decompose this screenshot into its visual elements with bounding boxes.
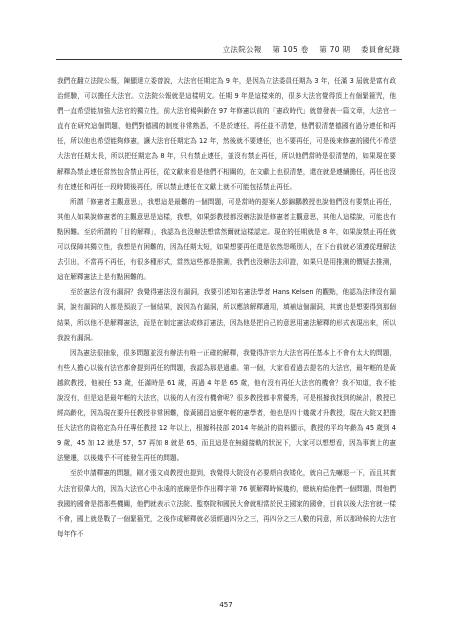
running-header — [223, 44, 400, 55]
transcript-body — [57, 74, 396, 542]
paragraph: 至於申請釋憲的問題，剛才張文貞教授也提到，我覺得大院沒有必要煩自我矮化，就自己先嚇退一下，而且其實大法官很偉大的，因為大法官心中永遠的底線是作作出釋字第 76 號解釋時候幾約，總統府給他們一個問題，問他們我國的國會是指那些機關，他們就表示立法院、監察院和國民大會就相當於民主國家的國會，目前以後大法官就一樣不會，國上就是戰了一個緊箍咒，之後作成解釋就必須經過四分之三，再四分之三人數的同意，所以那時候的大法官每年作不 — [57, 469, 396, 538]
publication-title: 立法院公報 — [222, 45, 262, 54]
volume-number: 第 105 卷 — [272, 45, 309, 54]
section-title: 委員會紀錄 — [361, 45, 400, 54]
header-rule — [56, 59, 402, 60]
paragraph: 所謂「修憲者主觀意思」，我想這是最難的一個問題，可是當時的提案人彭錦鵬教授也說他們沒有要禁止再任，其他人如果說修憲者的主觀意思是這樣，我想，如果彭教授都沒辦法說是修憲者主觀意思，其他人這樣說，可能也有點困難。至於所謂的「目的解釋」，我認為也沒辦法想當然爾就這樣認定。現在的任期就是 8 年，如果說禁止再任就可以保障其獨立性，我想是有困難的，因為任期太短，如果想要再任還是依然怨嘆別人，在下台前就必須遵從理解法去引出，不當再不再任，有很多種形式，當然這些都是推測，我們也沒辦法去印證，如果只是用推測的價疑去推測，這在解釋憲法上是有點困難的。 — [57, 197, 396, 282]
paragraph: 因為憲法很抽象，很多問題並沒有辦法有唯一正確的解釋，我覺得許宗力大法官再任基本上不會有太大的問題，有些人擔心以後有法官都會提到再任的問題，我認為那是過慮。第一個，大家看看過去提名的大法官，最年輕的是黃越欽教授，他被任 53 歲，任滿時是 61 歲，再過 4 年是 65 歲，他有沒有再任大法官的機會？我不知道，我不能說沒有，但是這是最年輕的大法官，以後的人有沒有機會呢？很多教授都非常優秀，可是根據我找到的統計，教授已經高齡化，因為現在要升任教授非常困難，像黃國昌這麼年輕的憲學者，他也是四十幾歲才升教授，現在大院又把擔任大法官的資格定為升任專任教授 12 年以上，根據科技部 2014 年統計的資料顯示，教授的平均年齡為 45 歲到 49 歲，45 加 12 就是 57，57 再加 8 就是 65，而且這是在無縫接軌的狀況下，大家可以想想看，因為事實上的憲法變遷，以後幾乎不可能發生再任的問題。 — [57, 348, 396, 463]
page-number: 457 — [219, 601, 233, 609]
paragraph: 至於憲法有沒有漏洞？我覺得憲法沒有漏洞，我要引述知名憲法學者 Hans Kelsen 的觀點，他認為法律沒有漏洞，說有漏洞的人都是預設了一個結果，說因為有漏洞，所以應該解釋適用，填補這個漏洞，其實也是想要得到那個結果，所以他不是解釋憲法，而是在制定憲法或修訂憲法，因為他是把自己的意思用憲法解釋的形式表現出來，所以我說有漏洞。 — [57, 288, 396, 342]
paragraph: 我們在翻立法院公報，陳顯達立委曾說，大法官任期定為 9 年，是因為立法委員任期為 3 年，任滿 3 屆就是富有政治經驗，可以擔任大法官。立法院公報就是這樣明文。任期 9 年是這樣來的，很多大法官覺得頂上有個緊箍咒，他們一直希望能加強大法官的獨立性，前大法官楊與齡在 97 年修憲以前的「憲政時代」就曾發表一篇文章，大法官一直有在研究這個問題，他們對德國的制度非常熟悉，不是於連任，再任並不清楚，他們很清楚德國有過分連任和再任，所以他也希望能夠修憲，讓大法官任期定為 12 年，然後就不要連任，也不要再任，可是後來修憲的國代不希望大法官任期太長，所以把任期定為 8 年，只有禁止連任，並沒有禁止再任，所以他們當時是很清楚的，如果現在要解釋為禁止連任當然包含禁止再任，從文獻來看是他們不相關的，在文獻上也很清楚，還在就是連續擔任，再任也沒有在連任和再任一段時間後再任，所以禁止連任在文獻上就不可能包括禁止再任。 — [57, 77, 396, 191]
issue-number: 第 70 期 — [319, 45, 351, 54]
